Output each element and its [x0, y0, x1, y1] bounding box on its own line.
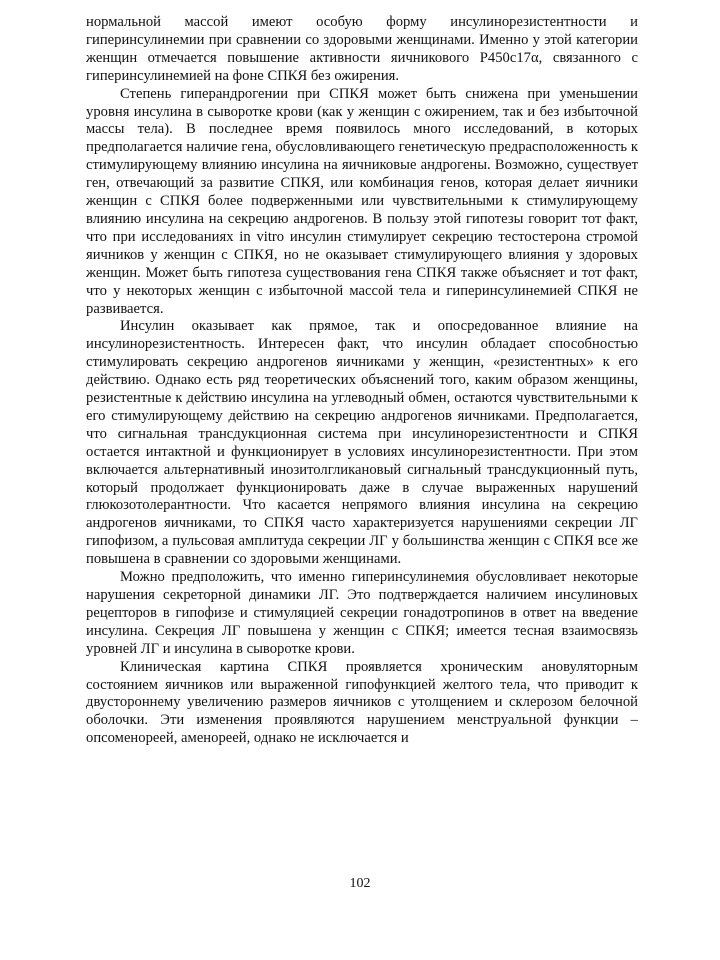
page-text [86, 14, 638, 748]
paragraph-3: Инсулин оказывает как прямое, так и опосредованное влияние на инсулинорезистентность. Интересен факт, что инсулин обладает способностью стимулировать секрецию андрогенов яичниками у женщин, «резистентных» к его действию. Однако есть ряд теоретических объяснений того, каким образом женщины, резистентные к действию инсулина на углеводный обмен, остаются чувствительными к его стимулирующему действию на секрецию андрогенов яичниками. Предполагается, что сигнальная трансдукционная система при инсулинорезистентности и СПКЯ остается интактной и функционирует в условиях инсулинорезистентности. При этом включается альтернативный инозитолгликановый сигнальный трансдукционный путь, который продолжает функционировать даже в случае выраженных нарушений глюкозотолерантности. Что касается непрямого влияния инсулина на секрецию андрогенов яичниками, то СПКЯ часто характеризуется нарушениями секреции ЛГ гипофизом, а пульсовая амплитуда секреции ЛГ у большинства женщин с СПКЯ все же повышена в сравнении со здоровыми женщинами. [86, 318, 638, 568]
paragraph-4: Можно предположить, что именно гиперинсулинемия обусловливает некоторые нарушения секреторной динамики ЛГ. Это подтверждается наличием инсулиновых рецепторов в гипофизе и стимуляцией секреции гонадотропинов в ответ на введение инсулина. Секреция ЛГ повышена у женщин с СПКЯ; имеется тесная взаимосвязь уровней ЛГ и инсулина в сыворотке крови. [86, 569, 638, 657]
paragraph-2: Степень гиперандрогении при СПКЯ может быть снижена при уменьшении уровня инсулина в сыворотке крови (как у женщин с ожирением, так и без избыточной массы тела). В последнее время появилось много исследований, в которых предполагается наличие гена, обусловливающего генетическую предрасположенность к стимулирующему влиянию инсулина на яичниковые андрогены. Возможно, существует ген, отвечающий за развитие СПКЯ, или комбинация генов, которая делает яичники женщин с СПКЯ более подверженными или чувствительными к стимулирующему влиянию инсулина на секрецию андрогенов. В пользу этой гипотезы говорит тот факт, что при исследованиях in vitro инсулин стимулирует секрецию тестостерона стромой яичников у женщин с СПКЯ, но не оказывает стимулирующего влияния у здоровых женщин. Может быть гипотеза существования гена СПКЯ также объясняет и тот факт, что у некоторых женщин с избыточной массой тела и гиперинсулинемией СПКЯ не развивается. [86, 85, 638, 317]
paragraph-1: нормальной массой имеют особую форму инсулинорезистентности и гиперинсулинемии при сравнении со здоровыми женщинами. Именно у этой категории женщин отмечается повышение активности яичникового P450c17α, связанного с гиперинсулинемией на фоне СПКЯ без ожирения. [86, 14, 638, 84]
page-number: 102 [349, 876, 371, 891]
paragraph-5: Клиническая картина СПКЯ проявляется хроническим ановуляторным состоянием яичников или выраженной гипофункцией желтого тела, что приводит к двустороннему увеличению размеров яичников с утолщением и склерозом белочной оболочки. Эти изменения проявляются нарушением менструальной функции – опсоменореей, аменореей, однако не исключается и [86, 658, 638, 747]
